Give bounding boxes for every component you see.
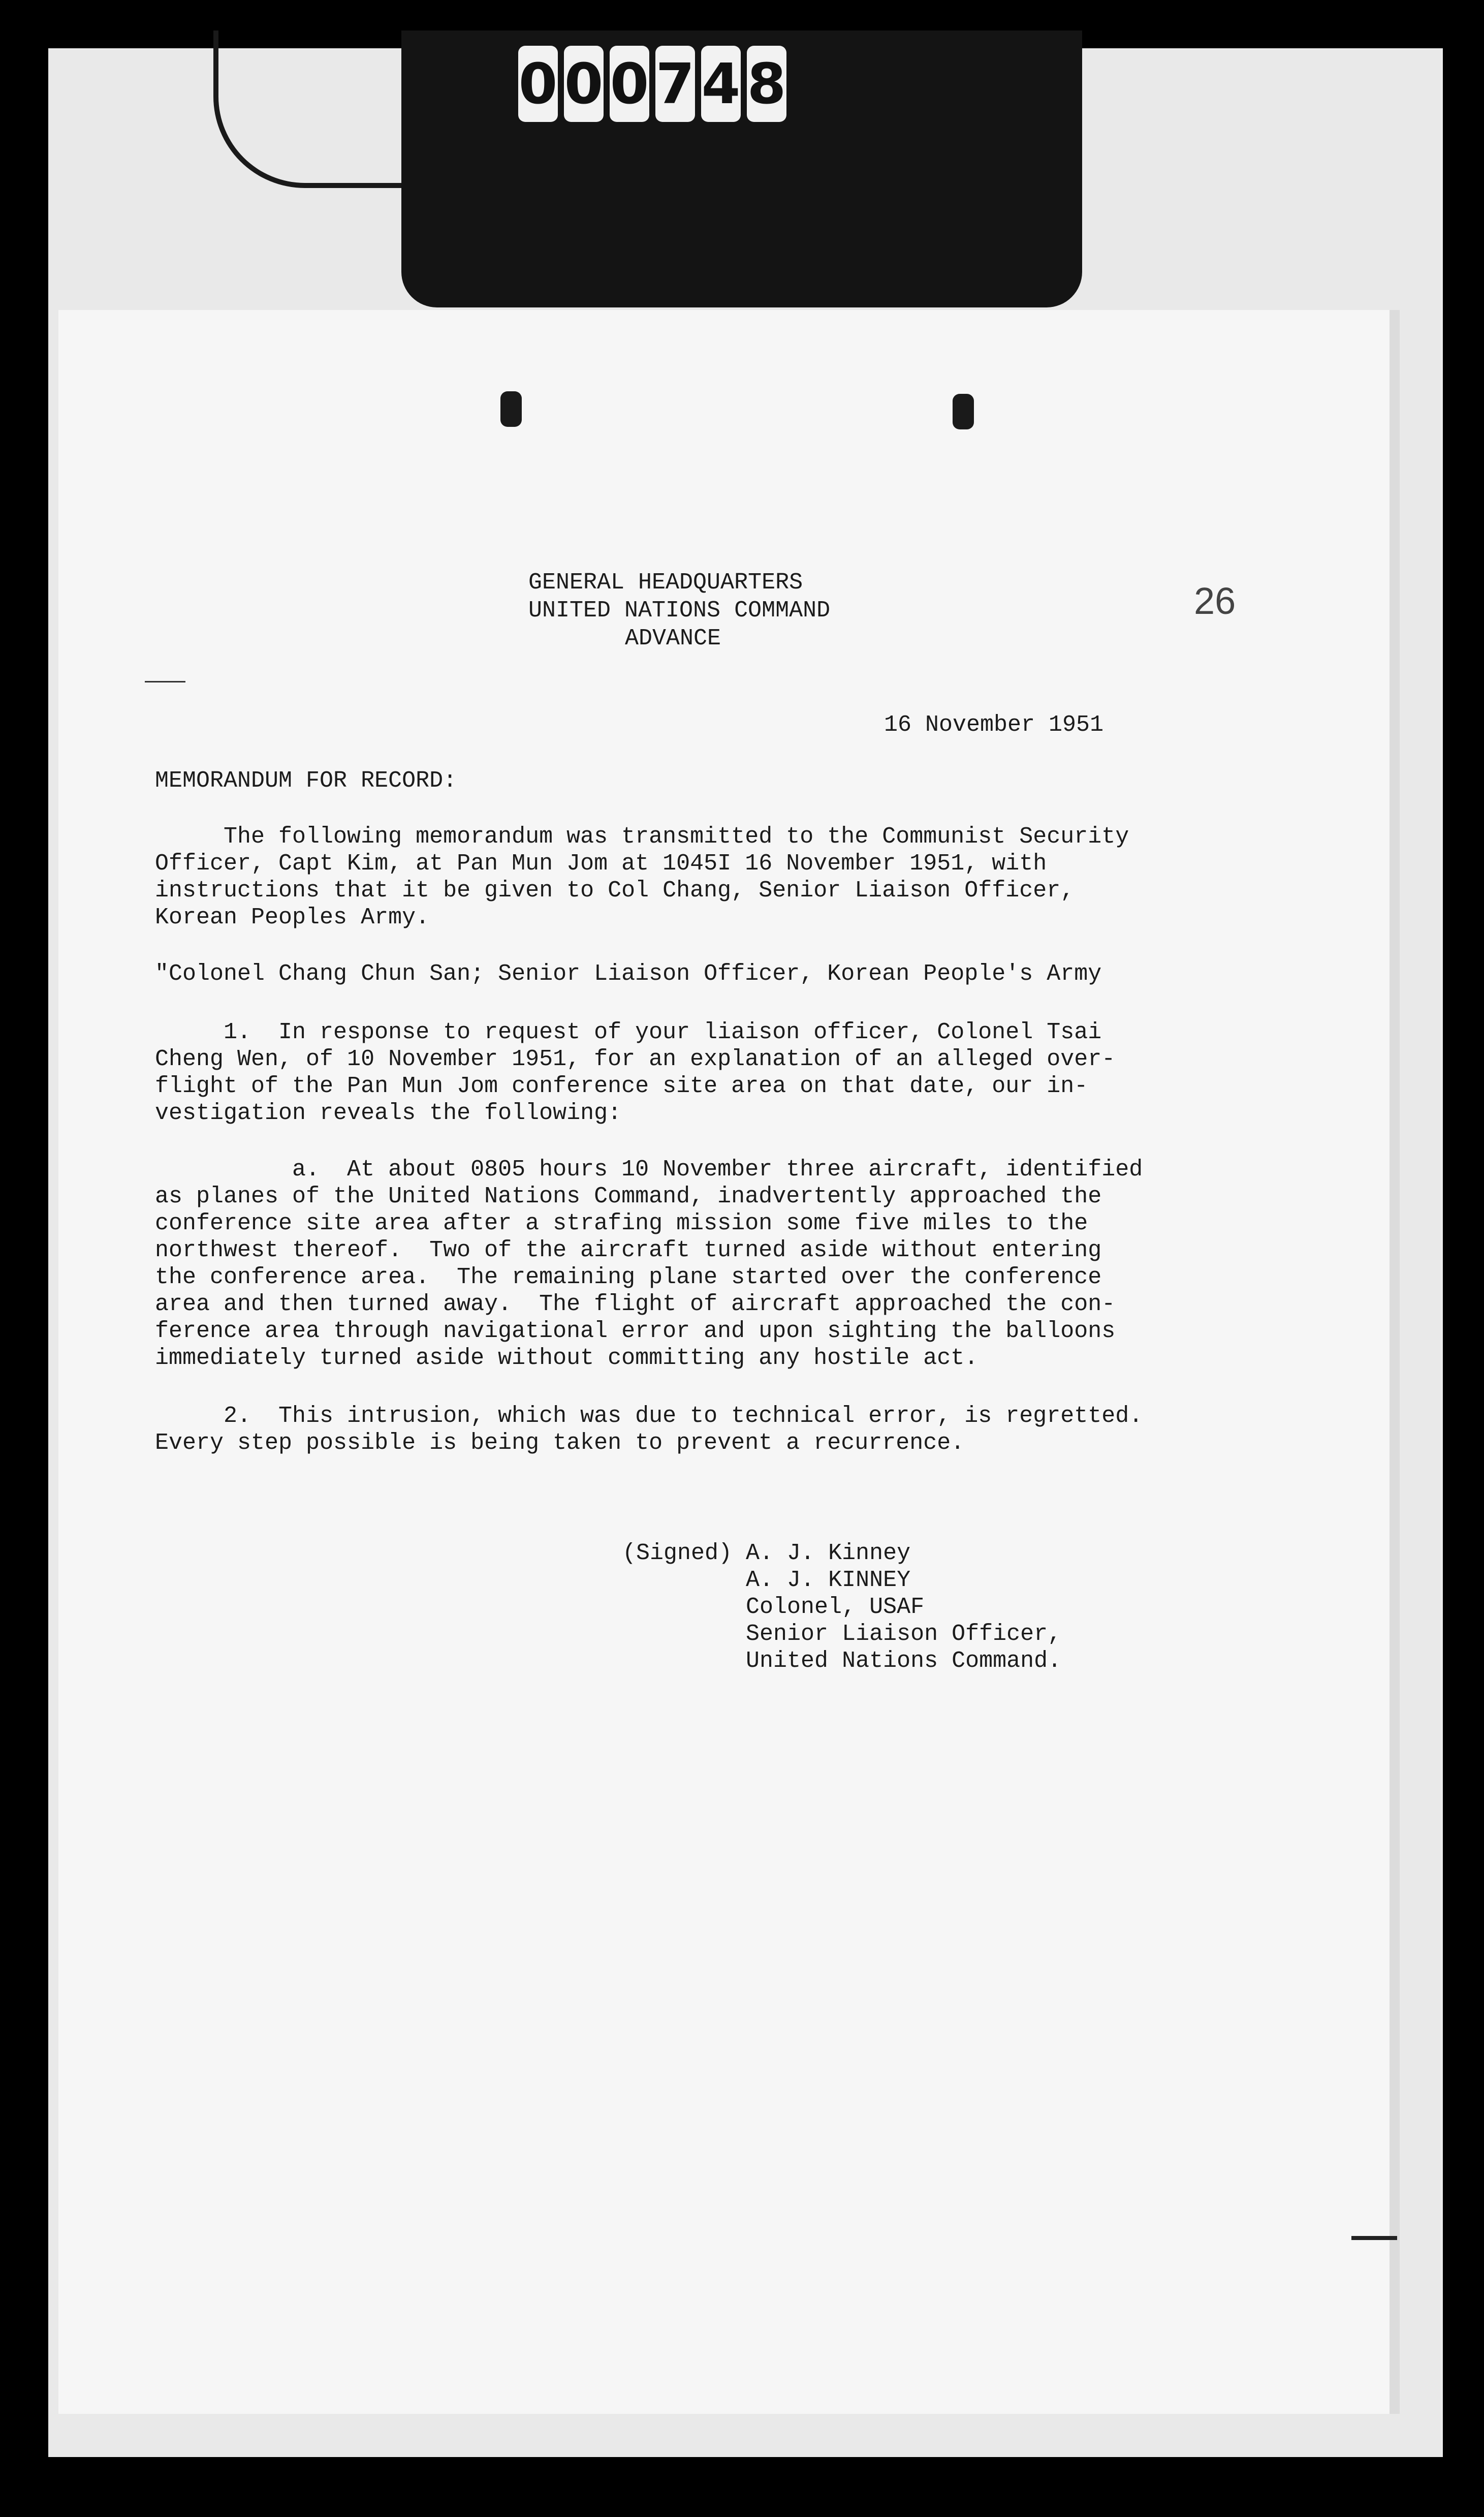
header-line-1: GENERAL HEADQUARTERS <box>528 570 803 596</box>
frame-counter <box>518 46 786 122</box>
punch-hole <box>500 391 522 427</box>
paragraph-2: 2. This intrusion, which was due to technical error, is regretted. Every step possible is being taken to prevent a recurrence. <box>155 1403 1143 1456</box>
counter-cable <box>213 30 412 188</box>
salutation: "Colonel Chang Chun San; Senior Liaison Officer, Korean People's Army <box>155 961 1102 987</box>
counter-digit: 4 <box>701 46 741 122</box>
counter-digit: 0 <box>518 46 558 122</box>
header-line-3: ADVANCE <box>625 626 721 651</box>
header-line-2: UNITED NATIONS COMMAND <box>528 598 831 624</box>
counter-digit: 0 <box>564 46 604 122</box>
scan-edge-mark <box>1351 2236 1397 2240</box>
counter-digit: 7 <box>655 46 695 122</box>
signature-block: (Signed) A. J. Kinney A. J. KINNEY Colonel, USAF Senior Liaison Officer, United Nations Command. <box>622 1540 1062 1674</box>
page-number: 26 <box>1194 580 1236 622</box>
paragraph-1: 1. In response to request of your liaison officer, Colonel Tsai Cheng Wen, of 10 November 1951, for an explanation of an alleged over- flight of the Pan Mun Jom conference site area on that date, our in- vestigation reveals the following: <box>155 1019 1116 1126</box>
margin-mark <box>145 681 185 682</box>
counter-digit: 8 <box>747 46 786 122</box>
paragraph-1a: a. At about 0805 hours 10 November three aircraft, identified as planes of the United Nations Command, inadvertently approached the conference site area after a strafing mission some five miles to the northwest thereof. Two of the aircraft turned aside without entering the conference area. The remaining plane started over the conference area and then turned away. The flight of aircraft approached the con- ference area through navigational error and upon sighting the balloons immediately turned aside without committing any hostile act. <box>155 1157 1143 1371</box>
memo-title: MEMORANDUM FOR RECORD: <box>155 768 457 794</box>
intro-paragraph: The following memorandum was transmitted to the Communist Security Officer, Capt Kim, at Pan Mun Jom at 1045I 16 November 1951, with instructions that it be given to Col Chang, Senior Liaison Officer, Korean Peoples Army. <box>155 824 1129 930</box>
punch-hole <box>953 394 974 429</box>
memo-date: 16 November 1951 <box>884 712 1104 738</box>
counter-digit: 0 <box>610 46 649 122</box>
